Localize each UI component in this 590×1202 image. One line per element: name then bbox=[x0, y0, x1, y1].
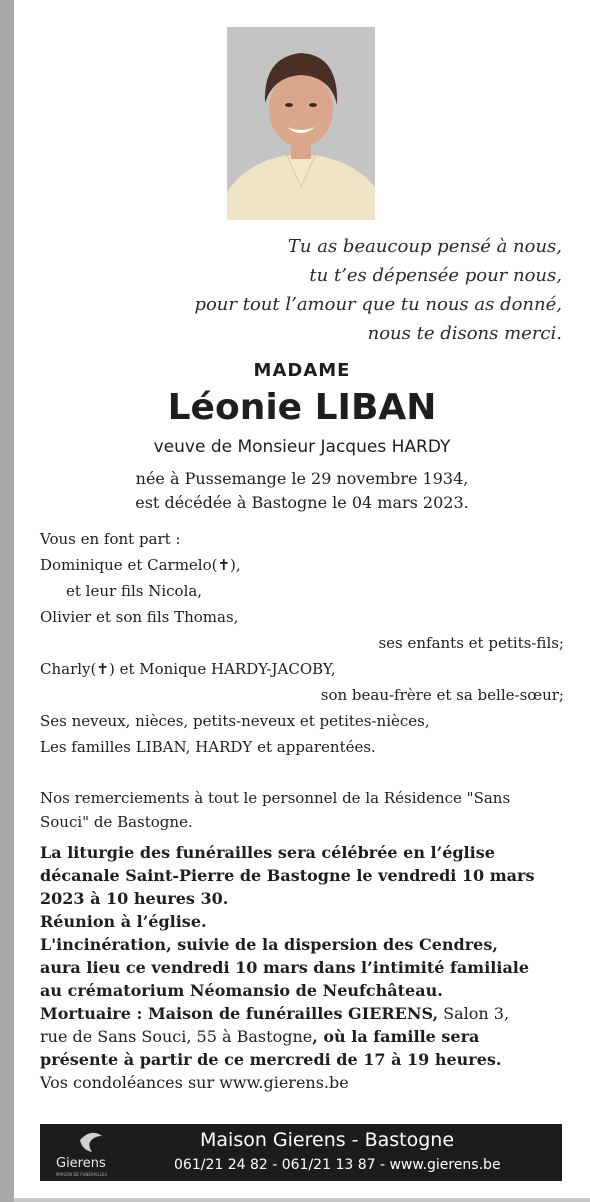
bottom-border bbox=[14, 1198, 590, 1202]
family-relation: ses enfants et petits-fils; bbox=[378, 634, 564, 652]
mortuary-salon: Salon 3, bbox=[438, 1004, 510, 1023]
portrait-photo bbox=[227, 27, 375, 220]
mortuary-label: Mortuaire : Maison de funérailles GIERENS, bbox=[40, 1004, 439, 1023]
gierens-logo bbox=[50, 1130, 130, 1176]
banner-title: Maison Gierens - Bastogne bbox=[200, 1129, 455, 1151]
family-line: Les familles LIBAN, HARDY et apparentées. bbox=[40, 738, 376, 756]
honorific: MADAME bbox=[253, 360, 351, 381]
ceremony-details bbox=[40, 841, 568, 1094]
ceremony-line: L'incinération, suivie de la dispersion des Cendres, bbox=[40, 935, 498, 954]
widow-of: veuve de Monsieur Jacques HARDY bbox=[153, 437, 451, 457]
family-presence: , où la famille sera bbox=[312, 1027, 480, 1046]
family-line: Ses neveux, nièces, petits-neveux et petites-nièces, bbox=[40, 712, 430, 730]
family-line: et leur fils Nicola, bbox=[66, 582, 203, 600]
ceremony-line: décanale Saint-Pierre de Bastogne le vendredi 10 mars bbox=[40, 866, 535, 885]
poem bbox=[162, 232, 562, 348]
logo-mark-icon bbox=[78, 1130, 104, 1154]
mortuary-address: rue de Sans Souci, 55 à Bastogne bbox=[40, 1027, 313, 1046]
dates-block bbox=[14, 467, 590, 515]
funeral-home-banner bbox=[40, 1124, 562, 1181]
left-border-bar bbox=[0, 0, 14, 1202]
poem-line: pour tout l’amour que tu nous as donné, bbox=[194, 294, 562, 315]
logo-text: Gierens bbox=[56, 1156, 106, 1171]
ceremony-line: aura lieu ce vendredi 10 mars dans l’intimité familiale bbox=[40, 958, 530, 977]
family-relation: son beau-frère et sa belle-sœur; bbox=[320, 686, 564, 704]
banner-contacts: 061/21 24 82 - 061/21 13 87 - www.gierens.be bbox=[174, 1157, 501, 1173]
family-line: Charly(✝) et Monique HARDY-JACOBY, bbox=[40, 660, 336, 678]
ceremony-line: 2023 à 10 heures 30. bbox=[40, 889, 229, 908]
poem-line: tu t’es dépensée pour nous, bbox=[309, 265, 562, 286]
logo-subtext: MAISON DE FUNÉRAILLES bbox=[56, 1172, 108, 1177]
announce-intro: Vous en font part : bbox=[40, 530, 181, 548]
ceremony-line: Réunion à l’église. bbox=[40, 912, 207, 931]
poem-line: Tu as beaucoup pensé à nous, bbox=[287, 236, 562, 257]
ceremony-line: au crématorium Néomansio de Neufchâteau. bbox=[40, 981, 443, 1000]
family-announcement bbox=[40, 526, 564, 760]
thanks-paragraph: Nos remerciements à tout le personnel de la Résidence "Sans Souci" de Bastogne. bbox=[40, 789, 511, 831]
ceremony-line: La liturgie des funérailles sera célébrée en l’église bbox=[40, 843, 495, 862]
death-line: est décédée à Bastogne le 04 mars 2023. bbox=[135, 493, 469, 512]
poem-line: nous te disons merci. bbox=[367, 323, 562, 344]
ceremony-line: présente à partir de ce mercredi de 17 à 19 heures. bbox=[40, 1050, 502, 1069]
deceased-name: Léonie LIBAN bbox=[167, 387, 437, 428]
condolences-line: Vos condoléances sur www.gierens.be bbox=[40, 1073, 349, 1092]
birth-line: née à Pussemange le 29 novembre 1934, bbox=[135, 469, 469, 488]
family-line: Dominique et Carmelo(✝), bbox=[40, 556, 241, 574]
family-line: Olivier et son fils Thomas, bbox=[40, 608, 239, 626]
